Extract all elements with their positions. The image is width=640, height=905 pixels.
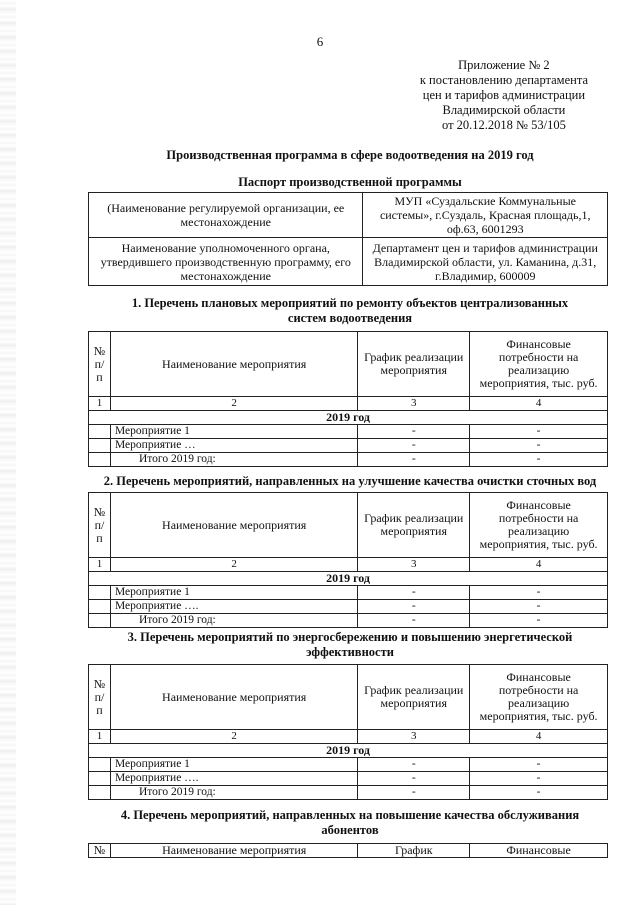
- table-row: [89, 758, 608, 772]
- header-num: № п/п: [89, 665, 111, 730]
- section-1-title-line1: 1. Перечень плановых мероприятий по ремонту объектов централизованных: [131, 296, 569, 310]
- header-name: Наименование мероприятия: [110, 493, 357, 558]
- passport-table: [88, 192, 608, 286]
- year-row: [89, 744, 608, 758]
- appendix-line: Владимирской области: [442, 103, 566, 117]
- appendix-block: [420, 58, 588, 133]
- column-numbers-row: [89, 558, 608, 572]
- table-row: [89, 600, 608, 614]
- item-schedule: -: [358, 425, 470, 439]
- row-num: [89, 772, 111, 786]
- item-finance: -: [470, 439, 608, 453]
- column-number: 4: [470, 397, 608, 411]
- section-3-title-line1: 3. Перечень мероприятий по энергосбережению и повышению энергетической: [127, 630, 573, 644]
- total-row: [89, 786, 608, 800]
- appendix-line: цен и тарифов администрации: [422, 88, 586, 102]
- passport-title: Паспорт производственной программы: [238, 175, 462, 189]
- item-name: Мероприятие ….: [110, 600, 357, 614]
- page-number: 6: [316, 34, 324, 49]
- header-num: №: [89, 844, 111, 858]
- row-num: [89, 439, 111, 453]
- passport-label: (Наименование регулируемой организации, ее местонахождение: [89, 193, 363, 238]
- table-row: [89, 586, 608, 600]
- section-1-title-line2: систем водоотведения: [287, 311, 413, 325]
- row-num: [89, 614, 111, 628]
- passport-value: Департамент цен и тарифов администрации Владимирской области, ул. Каманина, д.31, г.Владимир, 600009: [363, 238, 608, 286]
- item-schedule: -: [358, 600, 470, 614]
- item-finance: -: [470, 772, 608, 786]
- section-2-title: 2. Перечень мероприятий, направленных на улучшение качества очистки сточных вод: [103, 474, 597, 488]
- row-num: [89, 600, 111, 614]
- passport-row: [89, 238, 608, 286]
- table-row: [89, 772, 608, 786]
- passport-label: Наименование уполномоченного органа, утвердившего производственную программу, его местонахождение: [89, 238, 363, 286]
- column-number: 1: [89, 730, 111, 744]
- item-schedule: -: [358, 586, 470, 600]
- column-number: 1: [89, 397, 111, 411]
- table-header-row: [89, 493, 608, 558]
- year-row: [89, 411, 608, 425]
- header-finance: Финансовые: [470, 844, 608, 858]
- header-schedule: График реализации мероприятия: [358, 332, 470, 397]
- section-1-table: [88, 331, 608, 467]
- header-name: Наименование мероприятия: [110, 844, 357, 858]
- column-number: 4: [470, 558, 608, 572]
- passport-value: МУП «Суздальские Коммунальные системы», г.Суздаль, Красная площадь,1, оф.63, 6001293: [363, 193, 608, 238]
- year-row: [89, 572, 608, 586]
- total-finance: -: [470, 786, 608, 800]
- column-number: 3: [358, 558, 470, 572]
- section-3-table: [88, 664, 608, 800]
- header-schedule: График реализации мероприятия: [358, 665, 470, 730]
- header-finance: Финансовые потребности на реализацию мероприятия, тыс. руб.: [470, 332, 608, 397]
- table-header-row: [89, 844, 608, 858]
- year-label: 2019 год: [89, 744, 608, 758]
- total-finance: -: [470, 614, 608, 628]
- item-name: Мероприятие 1: [110, 425, 357, 439]
- table-header-row: [89, 332, 608, 397]
- total-row: [89, 453, 608, 467]
- header-name: Наименование мероприятия: [110, 665, 357, 730]
- table-row: [89, 425, 608, 439]
- header-schedule: График реализации мероприятия: [358, 493, 470, 558]
- year-label: 2019 год: [89, 572, 608, 586]
- header-schedule: График: [358, 844, 470, 858]
- total-label: Итого 2019 год:: [110, 453, 357, 467]
- item-finance: -: [470, 758, 608, 772]
- item-finance: -: [470, 425, 608, 439]
- year-label: 2019 год: [89, 411, 608, 425]
- item-name: Мероприятие ….: [110, 772, 357, 786]
- section-2-table: [88, 492, 608, 628]
- column-number: 2: [110, 730, 357, 744]
- item-name: Мероприятие 1: [110, 586, 357, 600]
- row-num: [89, 786, 111, 800]
- row-num: [89, 586, 111, 600]
- passport-row: [89, 193, 608, 238]
- total-label: Итого 2019 год:: [110, 786, 357, 800]
- item-finance: -: [470, 600, 608, 614]
- item-schedule: -: [358, 439, 470, 453]
- column-number: 2: [110, 558, 357, 572]
- item-finance: -: [470, 586, 608, 600]
- item-schedule: -: [358, 758, 470, 772]
- header-num: № п/п: [89, 332, 111, 397]
- total-row: [89, 614, 608, 628]
- scan-edge-artifact: [0, 0, 16, 905]
- main-title: Производственная программа в сфере водоотведения на 2019 год: [166, 148, 534, 162]
- column-number: 4: [470, 730, 608, 744]
- table-row: [89, 439, 608, 453]
- appendix-line: от 20.12.2018 № 53/105: [442, 118, 566, 132]
- header-finance: Финансовые потребности на реализацию мероприятия, тыс. руб.: [470, 493, 608, 558]
- table-header-row: [89, 665, 608, 730]
- row-num: [89, 758, 111, 772]
- column-number: 3: [358, 397, 470, 411]
- total-schedule: -: [358, 453, 470, 467]
- header-name: Наименование мероприятия: [110, 332, 357, 397]
- row-num: [89, 425, 111, 439]
- total-finance: -: [470, 453, 608, 467]
- total-schedule: -: [358, 786, 470, 800]
- item-name: Мероприятие …: [110, 439, 357, 453]
- total-schedule: -: [358, 614, 470, 628]
- column-numbers-row: [89, 397, 608, 411]
- appendix-line: к постановлению департамента: [419, 73, 588, 87]
- section-4-title-line1: 4. Перечень мероприятий, направленных на повышение качества обслуживания: [120, 808, 580, 822]
- item-schedule: -: [358, 772, 470, 786]
- appendix-line: Приложение № 2: [458, 58, 550, 72]
- row-num: [89, 453, 111, 467]
- column-numbers-row: [89, 730, 608, 744]
- header-finance: Финансовые потребности на реализацию мероприятия, тыс. руб.: [470, 665, 608, 730]
- column-number: 1: [89, 558, 111, 572]
- section-3-title-line2: эффективности: [306, 645, 394, 659]
- item-name: Мероприятие 1: [110, 758, 357, 772]
- section-4-title-line2: абонентов: [321, 823, 379, 837]
- section-4-table: [88, 843, 608, 858]
- header-num: № п/п: [89, 493, 111, 558]
- column-number: 2: [110, 397, 357, 411]
- total-label: Итого 2019 год:: [110, 614, 357, 628]
- column-number: 3: [358, 730, 470, 744]
